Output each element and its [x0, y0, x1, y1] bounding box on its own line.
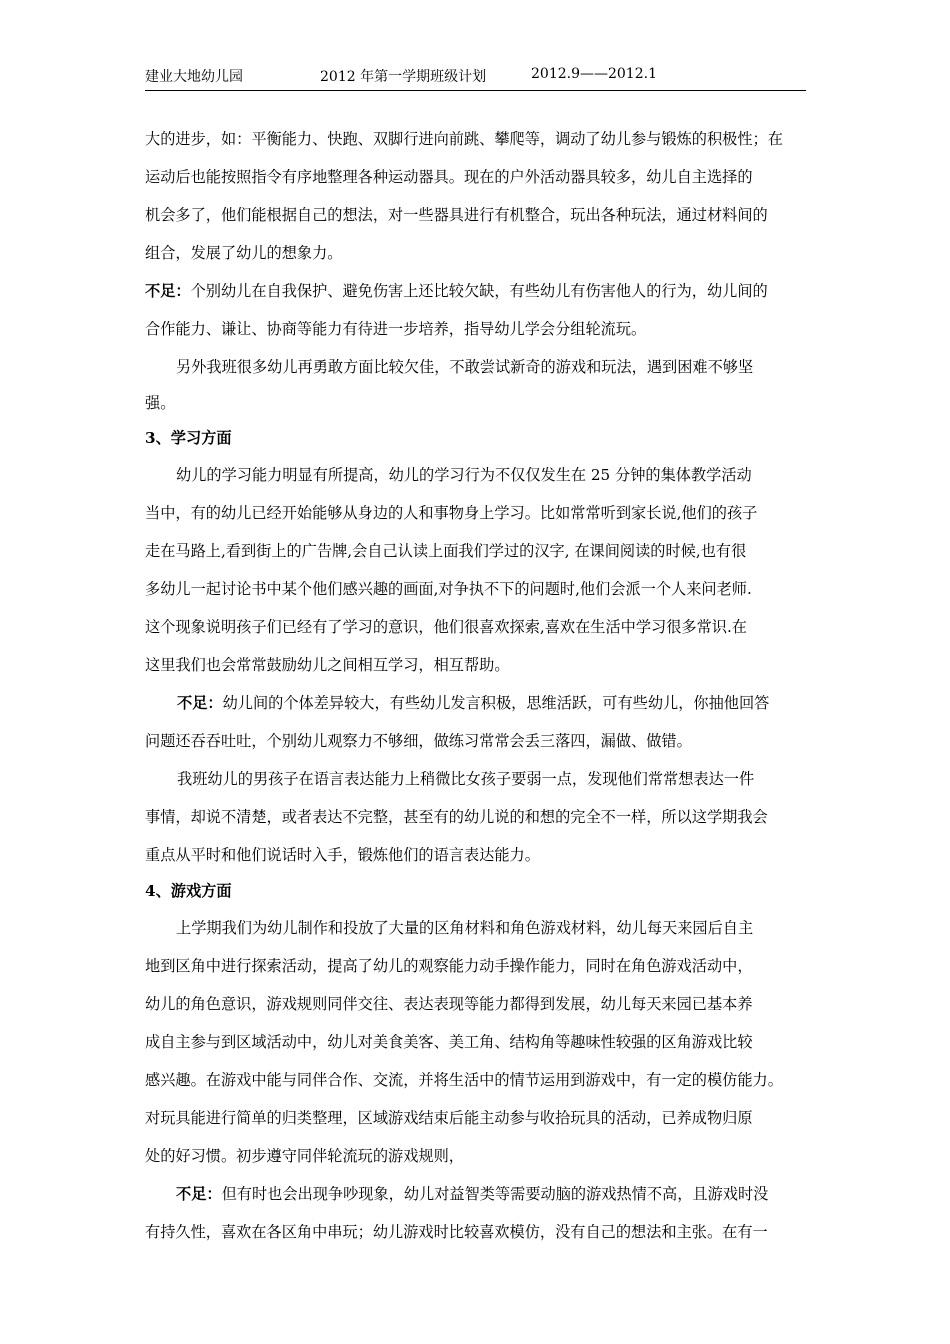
body-line: 幼儿的角色意识，游戏规则同伴交往、表达表现等能力都得到发展，幼儿每天来园已基本养 — [145, 995, 753, 1013]
body-line: 处的好习惯。初步遵守同伴轮流玩的游戏规则， — [145, 1147, 464, 1165]
page-header — [145, 64, 806, 91]
body-line: 幼儿的学习能力明显有所提高，幼儿的学习行为不仅仅发生在 25 分钟的集体教学活动 — [176, 466, 752, 484]
body-line: 强。 — [145, 394, 176, 412]
body-text: 幼儿间的个体差异较大，有些幼儿发言积极，思维活跃，可有些幼儿，你抽他回答 — [222, 694, 770, 712]
body-line: 运动后也能按照指令有序地整理各种运动器具。现在的户外活动器具较多，幼儿自主选择的 — [145, 168, 753, 186]
body-line: 事情，却说不清楚，或者表达不完整，甚至有的幼儿说的和想的完全不一样，所以这学期我会 — [145, 808, 768, 826]
body-line: 合作能力、谦让、协商等能力有待进一步培养，指导幼儿学会分组轮流玩。 — [145, 320, 647, 338]
body-line: 问题还吞吞吐吐，个别幼儿观察力不够细，做练习常常会丢三落四，漏做、做错。 — [145, 732, 692, 750]
body-line: 当中，有的幼儿已经开始能够从身边的人和事物身上学习。比如常常听到家长说,他们的孩子 — [145, 504, 758, 522]
body-line: 走在马路上,看到街上的广告牌,会自己认读上面我们学过的汉字, 在课间阅读的时候,也有很 — [145, 542, 747, 560]
body-line: 这个现象说明孩子们已经有了学习的意识，他们很喜欢探索,喜欢在生活中学习很多常识.在 — [145, 618, 747, 636]
body-line: 重点从平时和他们说话时入手，锻炼他们的语言表达能力。 — [145, 846, 540, 864]
section-heading-games: 4、游戏方面 — [145, 882, 232, 900]
document-body — [145, 120, 807, 1251]
plan-title: 2012 年第一学期班级计划 — [320, 69, 487, 85]
body-line: 地到区角中进行探索活动，提高了幼儿的观察能力动手操作能力，同时在角色游戏活动中， — [145, 957, 753, 975]
body-line: 成自主参与到区域活动中，幼儿对美食美客、美工角、结构角等趣味性较强的区角游戏比较 — [145, 1033, 753, 1051]
body-line: 这里我们也会常常鼓励幼儿之间相互学习，相互帮助。 — [145, 656, 510, 674]
body-line: 我班幼儿的男孩子在语言表达能力上稍微比女孩子要弱一点，发现他们常常想表达一件 — [177, 770, 755, 788]
body-text: 个别幼儿在自我保护、避免伤害上还比较欠缺，有些幼儿有伤害他人的行为，幼儿间的 — [190, 282, 768, 300]
body-line: 大的进步，如：平衡能力、快跑、双脚行进向前跳、攀爬等，调动了幼儿参与锻炼的积极性；在 — [145, 130, 783, 148]
body-line: 组合，发展了幼儿的想象力。 — [145, 244, 343, 262]
shortfall-label: 不足： — [176, 1185, 222, 1203]
body-line: 多幼儿一起讨论书中某个他们感兴趣的画面,对争执不下的问题时,他们会派一个人来问老师. — [145, 580, 752, 598]
school-name: 建业大地幼儿园 — [145, 69, 243, 85]
body-line: 上学期我们为幼儿制作和投放了大量的区角材料和角色游戏材料，幼儿每天来园后自主 — [176, 919, 754, 937]
shortfall-label: 不足： — [177, 694, 223, 712]
shortfall-line — [145, 1175, 807, 1213]
section-heading-learning: 3、学习方面 — [145, 429, 232, 447]
body-line: 有持久性，喜欢在各区角中串玩；幼儿游戏时比较喜欢模仿，没有自己的想法和主张。在有一 — [145, 1223, 768, 1241]
plan-period: 2012.9——2012.1 — [531, 66, 657, 82]
body-text: 但有时也会出现争吵现象，幼儿对益智类等需要动脑的游戏热情不高，且游戏时没 — [221, 1185, 769, 1203]
shortfall-line — [145, 684, 807, 722]
body-line: 对玩具能进行简单的归类整理，区域游戏结束后能主动参与收拾玩具的活动，已养成物归原 — [145, 1109, 753, 1127]
body-line: 另外我班很多幼儿再勇敢方面比较欠佳，不敢尝试新奇的游戏和玩法，遇到困难不够坚 — [176, 358, 754, 376]
shortfall-label: 不足： — [145, 282, 191, 300]
shortfall-line — [145, 272, 807, 310]
body-line: 感兴趣。在游戏中能与同伴合作、交流，并将生活中的情节运用到游戏中，有一定的模仿能力。 — [145, 1071, 783, 1089]
body-line: 机会多了，他们能根据自己的想法，对一些器具进行有机整合，玩出各种玩法，通过材料间的 — [145, 206, 768, 224]
